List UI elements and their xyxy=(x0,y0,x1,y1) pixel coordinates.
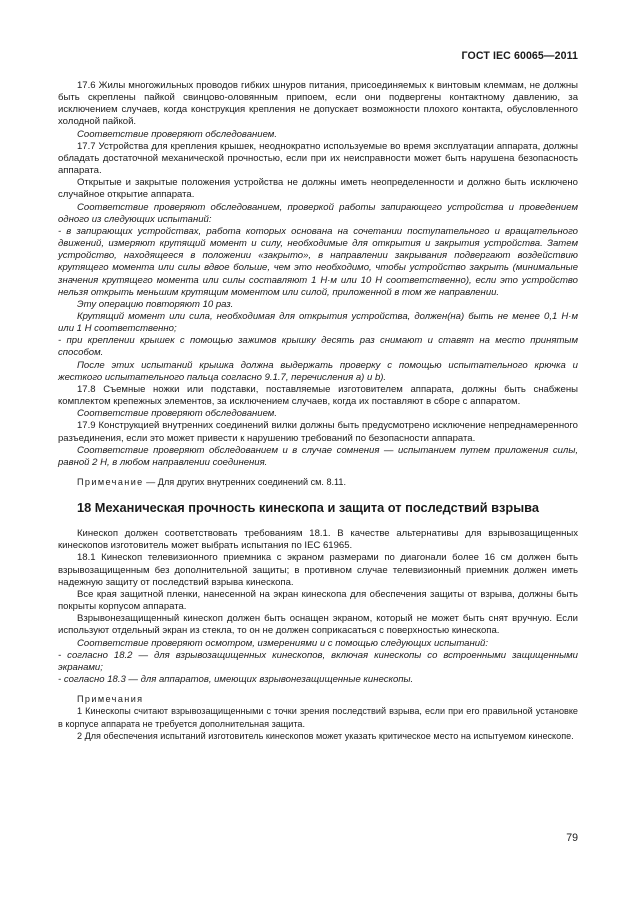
test-clamps: - при креплении крышек с помощью зажимов крышку десять раз снимают и ставят на место принятым способом. xyxy=(58,335,578,359)
compliance-18-1: Соответствие проверяют осмотром, измерениями и с помощью следующих испытаний: xyxy=(77,637,489,649)
page-body xyxy=(58,80,578,742)
compliance-17-6: Соответствие проверяют обследованием. xyxy=(77,128,277,140)
clause-18-1-screen: Взрывонезащищенный кинескоп должен быть оснащен экраном, который не может быть снят вручную. Если используют отдельный экран из стекла, то он не должен соприкасаться с поверхностью кинескопа. xyxy=(58,613,578,637)
clause-17-6: 17.6 Жилы многожильных проводов гибких шнуров питания, присоединяемых к винтовым клеммам, не должны быть скреплены пайкой свинцово-оловянным припоем, если они подвергены контактному давлению, за исключением случаев, когда конструкция крепления не допускает возможности плохого контакта, обусловленного холодной пайкой. xyxy=(58,80,578,128)
test-hook-finger: После этих испытаний крышка должна выдержать проверку с помощью испытательного крючка и жесткого испытательного пальца согласно 9.1.7, перечисления а) и b). xyxy=(58,359,578,383)
compliance-17-7: Соответствие проверяют обследованием, проверкой работы запирающего устройства и проведением одного из следующих испытаний: xyxy=(58,201,578,225)
clause-17-9: 17.9 Конструкцией внутренних соединений вилки должны быть предусмотрено исключение непреднамеренного разъединения, если это может привести к нарушению требований по безопасности аппарата. xyxy=(58,420,578,444)
test-torque-min: Крутящий момент или сила, необходимая для открытия устройства, должен(на) быть не менее 0,1 Н·м или 1 Н соответственно; xyxy=(58,310,578,335)
section-18-heading: 18 Механическая прочность кинескопа и защита от последствий взрыва xyxy=(77,500,539,516)
note-18-1: 1 Кинескопы считают взрывозащищенными с точки зрения последствий взрыва, если при его правильной установке в корпусе аппарата не требуется дополнительная защита. xyxy=(58,706,578,729)
compliance-17-8: Соответствие проверяют обследованием. xyxy=(77,408,277,420)
standard-header: ГОСТ IEC 60065—2011 xyxy=(461,50,578,62)
test-repeat: Эту операцию повторяют 10 раз. xyxy=(77,298,234,310)
page-number: 79 xyxy=(566,832,578,844)
clause-18-1-film: Все края защитной пленки, нанесенной на экран кинескопа для обеспечения защиты от взрыва, должны быть покрыты корпусом аппарата. xyxy=(58,588,578,613)
clause-17-8: 17.8 Съемные ножки или подставки, поставляемые изготовителем аппарата, должны быть снабжены комплектом крепежных элементов, за исключением случаев, когда их поставляют в сборе с аппаратом. xyxy=(58,383,578,408)
test-locking-devices: - в запирающих устройствах, работа которых основана на сочетании поступательного и вращательного движений, измеряют крутящий момент и силу, необходимые для открытия и закрытия устройства. Затем устройство, находящееся в положении «закрыто», в направлении закрывания подвергают воздействию крутящего момента или силы вдвое больше, чем это необходимо, чтобы устройство закрыть (минимальные значения крутящего момента или силы составляют 1 Н·м или 10 Н соответственно), если это устройство нельзя открыть меньшим крутящим моментом или силой, приложенной в том же направлении. xyxy=(58,225,578,298)
clause-17-7: 17.7 Устройства для крепления крышек, неоднократно используемые во время эксплуатации аппарата, должны обладать достаточной механической прочностью, если при их неисправности может быть нарушена безопасность аппарата. xyxy=(58,140,578,177)
clause-18-1: 18.1 Кинескоп телевизионного приемника с экраном размерами по диагонали более 16 см должен быть взрывозащищенным без дополнительной защиты; в противном случае телевизионный приемник должен иметь надежную защиту от последствий взрыва кинескопа. xyxy=(58,552,578,588)
test-18-3-ref: - согласно 18.3 — для аппаратов, имеющих взрывонезащищенные кинескопы. xyxy=(58,674,414,686)
compliance-17-9: Соответствие проверяют обследованием и в случае сомнения — испытанием путем приложения силы, равной 2 Н, в любом направлении соединения. xyxy=(58,444,578,468)
clause-17-7-positions: Открытые и закрытые положения устройства не должны иметь неопределенности и должно быть исключено случайное открытие аппарата. xyxy=(58,177,578,201)
note-label: Примечание xyxy=(77,477,144,487)
note-18-2: 2 Для обеспечения испытаний изготовитель кинескопов может указать критическое место на испытуемом кинескопе. xyxy=(77,730,574,741)
note-17 xyxy=(58,476,578,488)
note-text: — Для других внутренних соединений см. 8.11. xyxy=(143,477,346,487)
notes-label: Примечания xyxy=(77,694,144,705)
section-18-intro: Кинескоп должен соответствовать требованиям 18.1. В качестве альтернативы для взрывозащищенных кинескопов изготовитель может выбрать испытания по IEC 61965. xyxy=(58,528,578,552)
test-18-2-ref: - согласно 18.2 — для взрывозащищенных кинескопов, включая кинескопы со встроенными защищенными экранами; xyxy=(58,649,578,673)
